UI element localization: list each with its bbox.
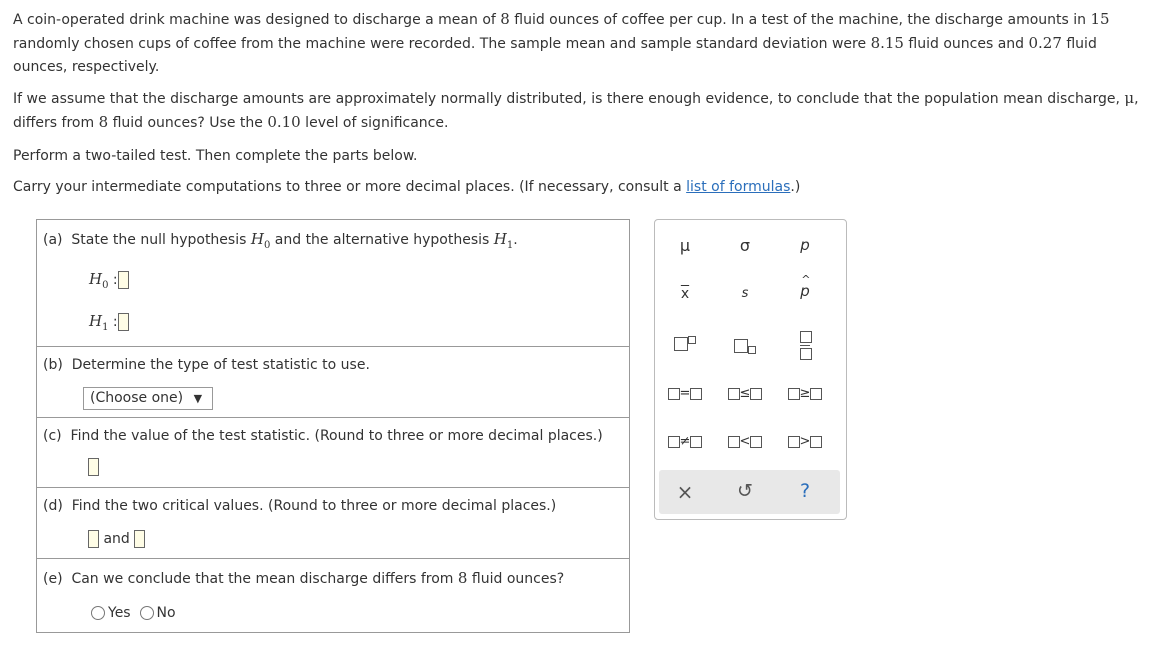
h1-row: $H_1$ : <box>89 312 129 333</box>
mu-button[interactable]: μ <box>679 236 691 255</box>
less-equal-button[interactable]: ≤ <box>715 386 775 401</box>
less-than-button[interactable]: < <box>715 434 775 449</box>
problem-carry-note: Carry your intermediate computations to three or more decimal places. (If necessary, consult a list of formulas.) <box>13 179 801 195</box>
square-icon <box>668 388 680 400</box>
formulas-link[interactable]: list of formulas <box>686 179 791 195</box>
phat-button[interactable]: ^ p <box>800 273 811 300</box>
square-icon <box>690 436 702 448</box>
part-a <box>37 220 629 347</box>
chevron-down-icon: ▼ <box>193 392 203 405</box>
conclusion-options: Yes No <box>91 605 176 621</box>
greater-equal-button[interactable]: ≥ <box>775 386 835 401</box>
no-radio[interactable] <box>140 606 154 620</box>
superscript-button[interactable] <box>655 336 715 352</box>
test-statistic-input[interactable] <box>88 458 99 476</box>
square-icon <box>728 388 740 400</box>
close-icon[interactable]: × <box>676 480 694 504</box>
square-icon <box>674 337 688 351</box>
part-d <box>37 488 629 559</box>
symbol-palette <box>654 219 847 520</box>
part-b <box>37 347 629 418</box>
help-icon[interactable]: ? <box>799 480 811 502</box>
p-button[interactable]: p <box>800 236 810 254</box>
square-icon <box>750 436 762 448</box>
part-c <box>37 418 629 488</box>
square-icon <box>734 339 748 353</box>
equals-button[interactable]: = <box>655 386 715 401</box>
critical-values-row: and <box>88 530 145 548</box>
greater-than-button[interactable]: > <box>775 434 835 449</box>
square-icon <box>748 346 756 354</box>
problem-paragraph-1: A coin-operated drink machine was designed to discharge a mean of 8 fluid ounces of coffee per cup. In a test of the machine, the discharge amounts in 15 randomly chosen cups of coffee from the machine were recorded. The sample mean and sample standard deviation were 8.15 fluid ounces and 0.27 fluid ounces, respectively. <box>13 10 1110 75</box>
answer-box <box>36 219 630 633</box>
part-e <box>37 559 629 632</box>
critical-value-1-input[interactable] <box>88 530 99 548</box>
h0-input[interactable] <box>118 271 129 289</box>
part-d-prompt: (d) Find the two critical values. (Round to three or more decimal places.) <box>43 498 557 514</box>
square-icon <box>800 331 812 343</box>
h0-row: $H_0$ : <box>89 270 129 291</box>
square-icon <box>728 436 740 448</box>
sigma-button[interactable]: σ <box>739 236 751 255</box>
square-icon <box>668 436 680 448</box>
palette-action-bar <box>659 470 840 514</box>
problem-instruction: Perform a two-tailed test. Then complete the parts below. <box>13 148 418 164</box>
square-icon <box>788 436 800 448</box>
h1-input[interactable] <box>118 313 129 331</box>
not-equal-button[interactable]: ≠ <box>655 434 715 449</box>
square-icon <box>788 388 800 400</box>
square-icon <box>810 436 822 448</box>
critical-value-2-input[interactable] <box>134 530 145 548</box>
problem-paragraph-2: If we assume that the discharge amounts are approximately normally distributed, is there enough evidence, to conclude that the population mean discharge, μ, differs from 8 fluid ounces? Use the 0.10 level of significance. <box>13 89 1139 131</box>
square-icon <box>800 348 812 360</box>
square-icon <box>750 388 762 400</box>
part-b-prompt: (b) Determine the type of test statistic to use. <box>43 357 370 373</box>
fraction-button[interactable] <box>775 331 835 360</box>
undo-icon[interactable]: ↺ <box>737 480 753 502</box>
hat-icon: ^ <box>801 273 811 286</box>
square-icon <box>688 336 696 344</box>
subscript-button[interactable] <box>715 338 775 354</box>
square-icon <box>810 388 822 400</box>
part-e-prompt: (e) Can we conclude that the mean discharge differs from 8 fluid ounces? <box>43 569 565 587</box>
yes-radio[interactable] <box>91 606 105 620</box>
s-button[interactable]: s <box>741 286 749 301</box>
xbar-button[interactable]: $\overline{x}$ <box>680 286 690 302</box>
square-icon <box>690 388 702 400</box>
test-statistic-select[interactable]: (Choose one) ▼ <box>83 387 213 410</box>
part-a-prompt: (a) State the null hypothesis $H_0$ and the alternative hypothesis $H_1$. <box>43 230 518 251</box>
part-c-prompt: (c) Find the value of the test statistic. (Round to three or more decimal places.) <box>43 428 603 444</box>
